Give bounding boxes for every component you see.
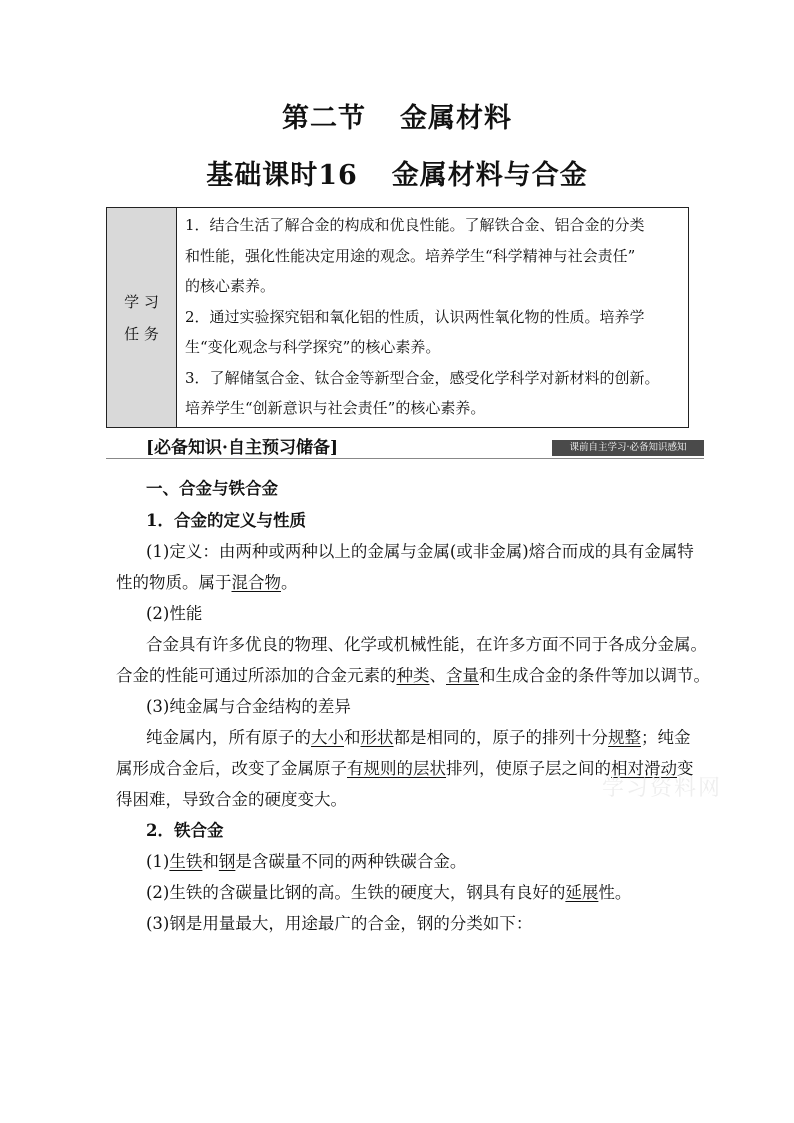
text: 和 [202,852,219,871]
section-title [0,96,794,135]
text: 性的物质。属于 [116,573,232,592]
label-line-2: 任 务 [124,324,159,343]
text: 性。 [598,883,632,902]
text: 都是相同的，原子的排列十分 [393,728,608,747]
heading-alloy: 一、合金与铁合金 [146,479,278,498]
structure-heading: (3)纯金属与合金结构的差异 [146,697,351,716]
answer-underline: 种类 [396,666,430,685]
text: 排列，使原子层之间的 [446,759,611,778]
task-line: 的核心素养。 [185,277,276,295]
task-line: 1．结合生活了解合金的构成和优良性能。了解铁合金、铝合金的分类 [185,216,645,234]
text: ；纯金 [641,728,691,747]
section-banner-title: [必备知识·自主预习储备] [146,438,339,458]
performance-heading: (2)性能 [146,604,203,623]
structure-line-3: 得困难，导致合金的硬度变大。 [116,790,347,809]
iron-line-1 [146,848,466,872]
lesson-number: 基础课时16 [206,160,358,191]
answer-underline: 生铁 [169,852,203,871]
watermark: 学习资料网 [602,776,723,801]
answer-underline: 混合物 [231,573,281,592]
answer-underline: 有规则的层状 [347,759,446,778]
answer-underline: 延展 [565,883,599,902]
subheading-definition: 1．合金的定义与性质 [146,511,306,530]
answer-underline: 形状 [360,728,394,747]
task-line: 和性能，强化性能决定用途的观念。培养学生“科学精神与社会责任” [185,246,636,265]
answer-underline: 钢 [218,852,236,871]
text: 。 [281,573,298,592]
learning-tasks-body [177,208,688,427]
iron-line-2 [146,879,631,903]
text: 、 [429,666,446,685]
answer-underline: 含量 [446,666,479,685]
text: 合金的性能可通过所添加的合金元素的 [116,666,397,685]
section-banner-tag: 课前自主学习·必备知识感知 [552,440,704,456]
definition-line-1: (1)定义：由两种或两种以上的金属与金属(或非金属)熔合而成的具有金属特 [146,542,694,561]
answer-underline: 大小 [311,728,344,747]
definition-line-2 [116,569,298,593]
section-number: 第二节 [282,103,366,134]
text: 纯金属内，所有原子的 [146,728,311,747]
task-line: 3．了解储氢合金、钛合金等新型合金，感受化学科学对新材料的创新。 [185,368,660,387]
text: (1) [146,852,170,871]
task-line: 生“变化观念与科学探究”的核心素养。 [185,338,441,356]
lesson-name: 金属材料与合金 [391,160,588,191]
label-line-1: 学 习 [124,292,159,311]
answer-underline: 规整 [608,728,641,747]
text: 是含碳量不同的两种铁碳合金。 [235,852,467,871]
task-line: 培养学生“创新意识与社会责任”的核心素养。 [185,399,486,417]
structure-line-1 [146,724,691,748]
text: 变 [677,759,694,778]
learning-tasks-label [107,208,177,427]
text: 属形成合金后，改变了金属原子 [116,759,347,778]
text: 和生成合金的条件等加以调节。 [479,666,710,685]
iron-line-3: (3)钢是用量最大，用途最广的合金，钢的分类如下： [146,914,533,933]
performance-line-1: 合金具有许多优良的物理、化学或机械性能，在许多方面不同于各成分金属。 [146,635,707,654]
subheading-iron-alloy: 2．铁合金 [146,821,224,840]
lesson-title [0,153,794,192]
performance-line-2 [116,662,710,686]
answer-underline: 相对滑动 [611,759,677,778]
divider [106,458,704,459]
learning-tasks-table [106,207,689,428]
text: 和 [344,728,361,747]
task-line: 2．通过实验探究铝和氧化铝的性质，认识两性氧化物的性质。培养学 [185,307,645,326]
section-name: 金属材料 [400,103,512,134]
text: (2)生铁的含碳量比钢的高。生铁的硬度大，钢具有良好的 [146,883,566,902]
